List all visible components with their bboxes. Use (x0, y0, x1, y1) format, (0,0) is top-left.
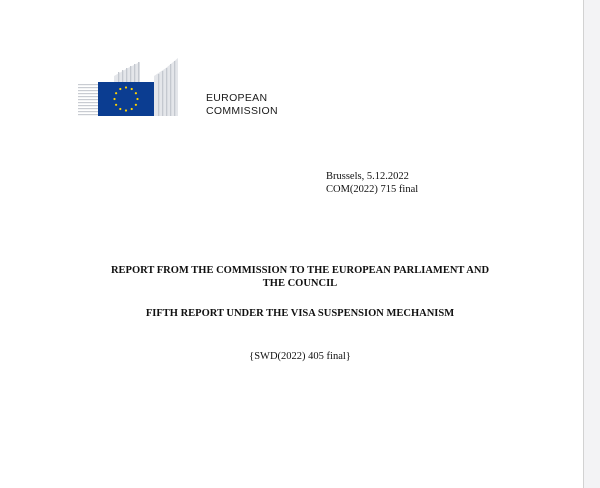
document-subtitle: FIFTH REPORT UNDER THE VISA SUSPENSION MECHANISM (145, 308, 455, 319)
organisation-name-line1: EUROPEAN (206, 92, 268, 104)
organisation-name-line2: COMMISSION (206, 104, 278, 117)
organisation-name (206, 92, 278, 117)
european-commission-logo-icon (78, 54, 198, 118)
related-document-reference: {SWD(2022) 405 final} (249, 351, 351, 362)
document-title-line2: THE COUNCIL (262, 278, 338, 289)
document-reference: COM(2022) 715 final (326, 184, 419, 195)
document-title (100, 264, 500, 290)
place-date: Brussels, 5.12.2022 (326, 171, 409, 182)
document-date-reference (326, 170, 418, 196)
page-gutter (584, 0, 600, 488)
document-title-line1: REPORT FROM THE COMMISSION TO THE EUROPEAN PARLIAMENT AND (110, 265, 490, 276)
